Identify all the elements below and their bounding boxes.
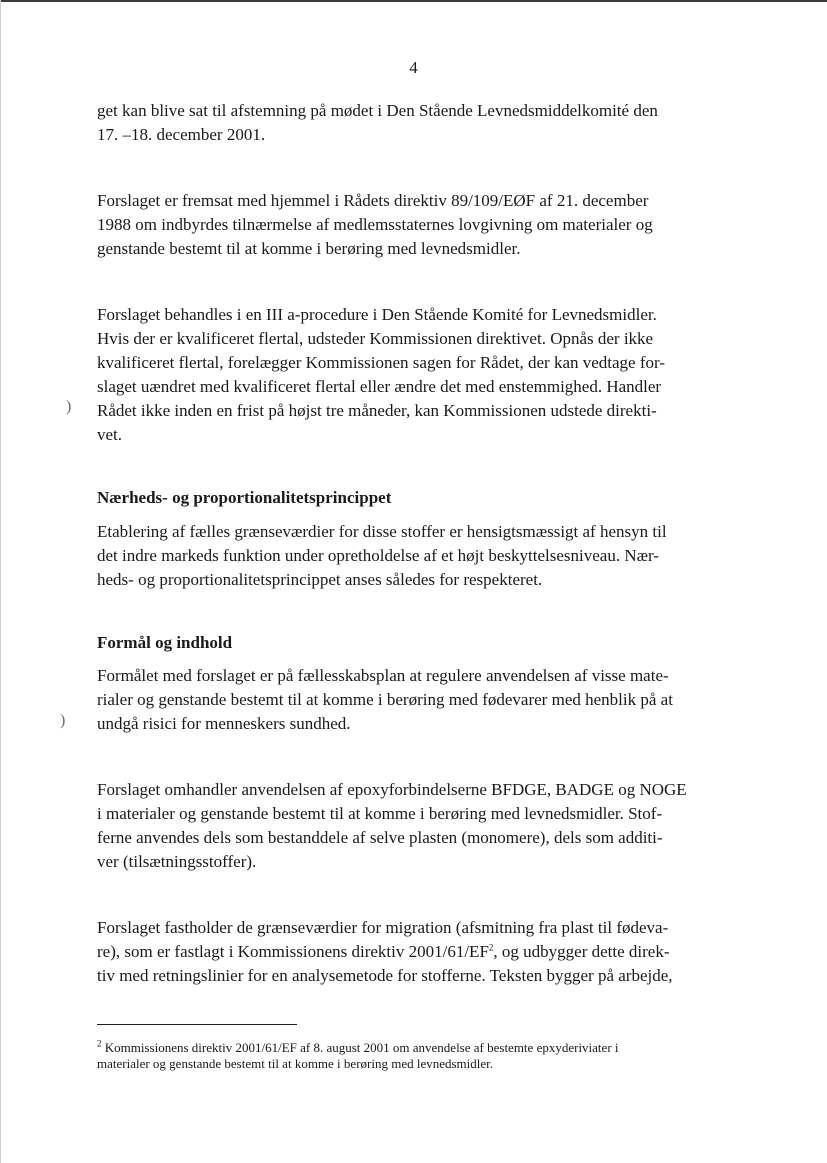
paragraph-line: ver (tilsætningsstoffer). bbox=[97, 852, 257, 871]
margin-mark: ) bbox=[60, 712, 66, 729]
paragraph-line: Rådet ikke inden en frist på højst tre måneder, kan Kommissionen udstede direkti- bbox=[97, 401, 657, 420]
paragraph-line: det indre markeds funktion under opretholdelse af et højt beskyttelsesniveau. Nær- bbox=[97, 546, 659, 565]
text-run: , og udbygger dette direk- bbox=[493, 942, 670, 961]
paragraph-line: Forslaget er fremsat med hjemmel i Rådets direktiv 89/109/EØF af 21. december bbox=[97, 191, 649, 210]
section-heading: Formål og indhold bbox=[97, 633, 233, 652]
paragraph-line: Forslaget omhandler anvendelsen af epoxyforbindelserne BFDGE, BADGE og NOGE bbox=[97, 780, 687, 799]
paragraph-line: rialer og genstande bestemt til at komme i berøring med fødevarer med henblik på at bbox=[97, 690, 673, 709]
footnote-marker: 2 bbox=[97, 1038, 102, 1049]
paragraph-line: vet. bbox=[97, 425, 123, 444]
paragraph-line: Forslaget behandles i en III a-procedure i Den Stående Komité for Levnedsmidler. bbox=[97, 305, 657, 324]
paragraph-line: ferne anvendes dels som bestanddele af selve plasten (monomere), dels som additi- bbox=[97, 828, 663, 847]
margin-mark: ) bbox=[66, 398, 72, 415]
paragraph-line: Hvis der er kvalificeret flertal, udsteder Kommissionen direktivet. Opnås der ikke bbox=[97, 329, 654, 348]
footnote-separator bbox=[97, 1024, 297, 1025]
page-top-border bbox=[0, 0, 827, 2]
paragraph-line: Etablering af fælles grænseværdier for disse stoffer er hensigtsmæssigt af hensyn til bbox=[97, 522, 667, 541]
paragraph-line: heds- og proportionalitetsprincippet anses således for respekteret. bbox=[97, 570, 543, 589]
paragraph-line: get kan blive sat til afstemning på mødet i Den Stående Levnedsmiddelkomité den bbox=[97, 101, 658, 120]
paragraph-line: Formålet med forslaget er på fællesskabsplan at regulere anvendelsen af visse mate- bbox=[97, 666, 669, 685]
section-heading: Nærheds- og proportionalitetsprincippet bbox=[97, 488, 392, 507]
footnote-reference: 2 bbox=[488, 942, 494, 953]
paragraph-line: tiv med retningslinier for en analysemetode for stofferne. Teksten bygger på arbejde, bbox=[97, 966, 673, 985]
footnote-line: materialer og genstande bestemt til at komme i berøring med levnedsmidler. bbox=[97, 1056, 494, 1071]
paragraph-line bbox=[97, 940, 670, 964]
footnote-text: Kommissionens direktiv 2001/61/EF af 8. august 2001 om anvendelse af bestemte epxyderiviater i bbox=[104, 1040, 619, 1055]
paragraph-line: 1988 om indbyrdes tilnærmelse af medlemsstaternes lovgivning om materialer og bbox=[97, 215, 653, 234]
paragraph-line: i materialer og genstande bestemt til at komme i berøring med levnedsmidler. Stof- bbox=[97, 804, 663, 823]
page-number: 4 bbox=[409, 58, 418, 77]
paragraph-line: kvalificeret flertal, forelægger Kommissionen sagen for Rådet, der kan vedtage for- bbox=[97, 353, 665, 372]
page-left-border bbox=[0, 0, 1, 1163]
paragraph-line: genstande bestemt til at komme i berøring med levnedsmidler. bbox=[97, 239, 521, 258]
paragraph-line: Forslaget fastholder de grænseværdier for migration (afsmitning fra plast til fødeva- bbox=[97, 918, 669, 937]
text-run: re), som er fastlagt i Kommissionens direktiv 2001/61/EF bbox=[97, 942, 489, 961]
paragraph-line: undgå risici for menneskers sundhed. bbox=[97, 714, 351, 733]
footnote-line bbox=[97, 1040, 619, 1056]
paragraph-line: slaget uændret med kvalificeret flertal eller ændre det med enstemmighed. Handler bbox=[97, 377, 662, 396]
paragraph-line: 17. –18. december 2001. bbox=[97, 125, 266, 144]
